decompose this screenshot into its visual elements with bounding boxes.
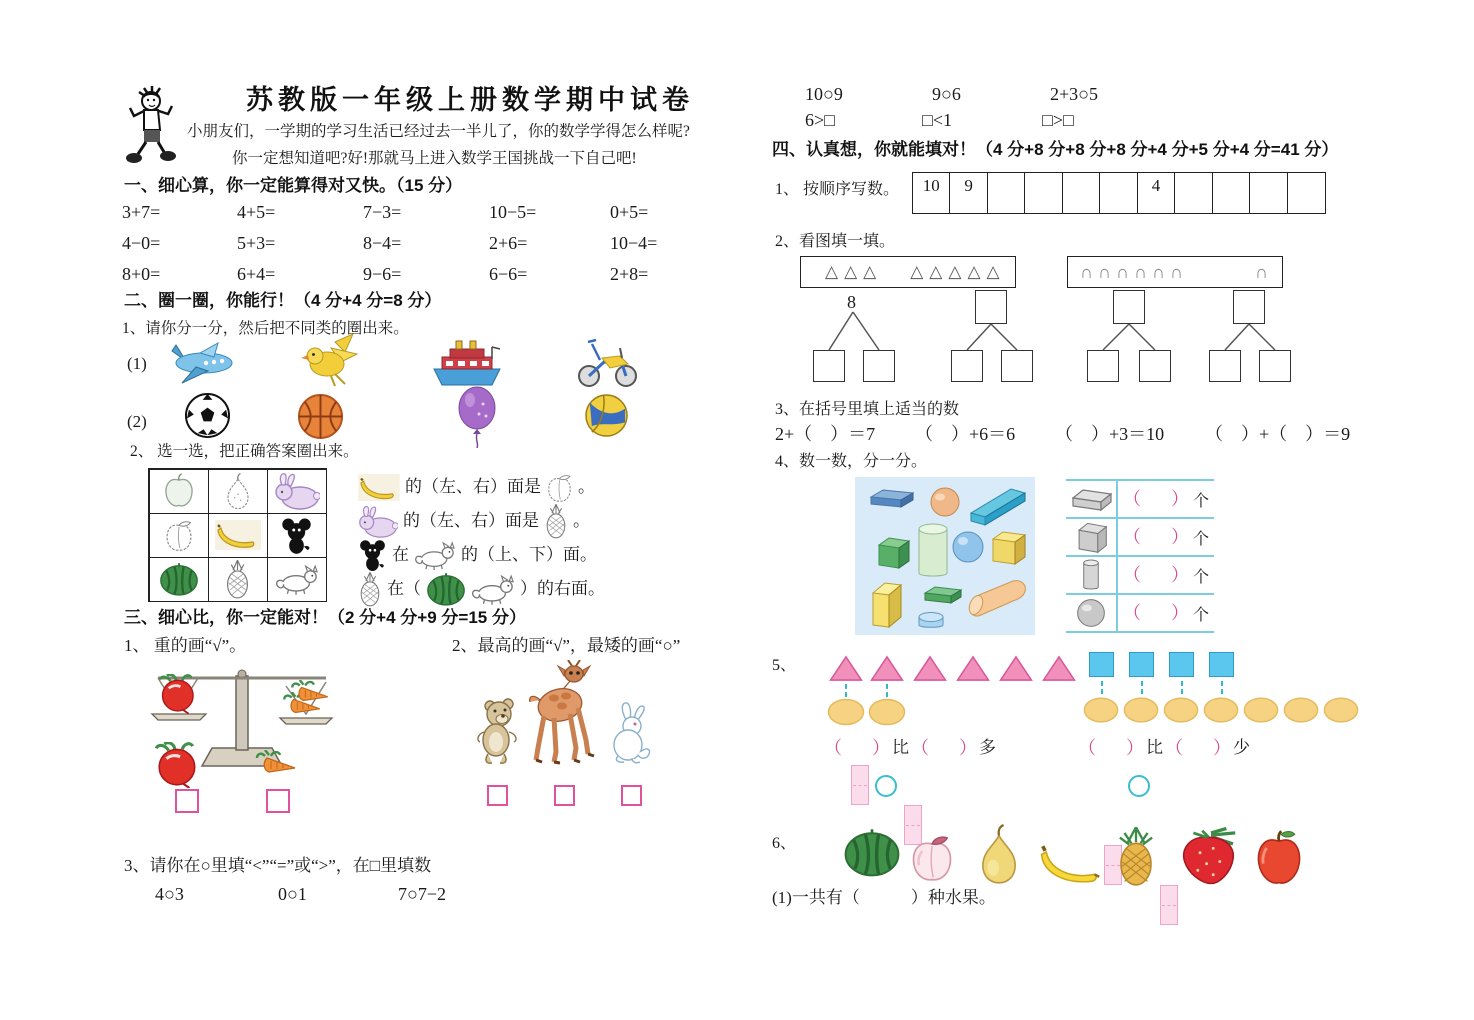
pineapple-sketch-icon [544,503,568,539]
strip-cell [1025,173,1062,213]
cuboid-icon [1069,486,1113,512]
calc-problem: 2+6= [489,233,528,253]
rabbit-sketch-icon [274,472,320,510]
arc-group-a: ∩∩∩∩∩∩ [1080,262,1188,282]
rt-eq-4: 6>□ [805,110,836,130]
deer-icon [524,660,598,765]
watermelon-icon [426,573,466,606]
bond-leaf-box [1259,350,1291,382]
match-line [1181,681,1183,694]
compare-word-bi: 比 [892,738,909,757]
grid-cell-banana [208,513,268,558]
compare-eq-1: 4○3 [155,884,184,904]
triangles-box [800,256,1016,288]
calc-problem: 5+3= [237,233,276,253]
banana-icon [358,474,400,501]
yellow-circle [1243,696,1279,724]
bond-leaf-box [863,350,895,382]
banana-icon [1038,845,1104,885]
match-line [1141,681,1143,694]
compare-eq-2: 0○1 [278,884,307,904]
sentence-3-text-a: 在 [392,545,409,564]
section3-sub2: 2、最高的画“√”，最矮的画“○” [452,636,681,655]
banana-icon [215,520,261,550]
number-bond-area [795,250,1295,392]
compare-circle [1128,775,1150,797]
compare-word-less: 少 [1233,738,1250,757]
soccer-icon [184,392,231,439]
bond-leaf-box [813,350,845,382]
white-rabbit-icon [608,702,654,764]
paren-close: ） [1170,527,1189,547]
boy-icon [120,86,182,168]
yellow-circle [1323,696,1359,724]
paren-open: （ [911,738,929,758]
q3-eq-4: （ ）+（ ）＝9 [1205,424,1351,444]
watermelon-icon [843,828,901,878]
peach-sketch-icon [164,518,194,552]
strawberry-icon [1178,826,1244,886]
calc-problem: 4+5= [237,202,276,222]
triangle-group-b: △△△△△ [910,262,1006,281]
paren-close: ） [1170,603,1189,623]
calc-problem: 6+4= [237,264,276,284]
motorcycle-icon [576,334,640,388]
rt-eq-5: □<1 [922,110,953,130]
compare-word-more: 多 [979,738,996,757]
unit-label: 个 [1192,606,1209,624]
mouse-icon [280,517,313,554]
yellow-circle [1203,696,1239,724]
unit-label: 个 [1192,568,1209,586]
bond-leaf-box [1087,350,1119,382]
answer-box-deer [554,785,575,806]
blue-square [1089,652,1114,677]
carrot-icon [255,750,297,780]
fox-icon [471,574,515,605]
bird-icon [301,332,361,388]
strip-cell [1213,173,1250,213]
q1-label: 1、 按顺序写数。 [775,181,900,198]
bond-root-box [1113,290,1145,324]
section4-heading: 四、认真想，你就能填对！（4 分+8 分+8 分+8 分+4 分+5 分+4 分=41 分） [772,140,1339,159]
paren-close: ） [1170,565,1189,585]
paren-open: （ [1078,738,1096,758]
q5-label: 5、 [772,657,797,674]
apple-icon [1252,830,1306,886]
bond-sum-8: 8 [847,292,856,312]
pineapple-icon [1114,826,1158,886]
watermelon-icon [159,563,199,596]
intro-line-1: 小朋友们，一学期的学习生活已经过去一半儿了，你的数学学得怎么样呢? [187,123,690,140]
sentence-2-period: 。 [573,511,590,530]
calc-problem: 10−5= [489,202,537,222]
paren-open: （ [1165,738,1183,758]
bond-root-box [975,290,1007,324]
answer-box-carrot [266,789,290,813]
count-row-cylinder [1066,557,1214,595]
calc-problem: 4−0= [122,233,161,253]
strip-cell [1175,173,1212,213]
blue-square [1129,652,1154,677]
bond-leaf-box [1139,350,1171,382]
ship-icon [430,335,504,387]
strip-cell [1288,173,1325,213]
grid-cell-pear [208,469,268,514]
calc-problem: 2+8= [610,264,649,284]
sentence-4-text-b: ）的右面。 [520,579,605,598]
calc-problem: 10−4= [610,233,658,253]
rt-eq-3: 2+3○5 [1050,84,1099,104]
strip-cell [1100,173,1137,213]
mouse-icon [358,539,387,571]
pink-triangle [1041,655,1077,682]
count-row-cuboid [1066,481,1214,519]
paren-open: （ [1122,565,1141,585]
calc-problem: 7−3= [363,202,402,222]
paren-open: （ [1122,527,1141,547]
triangle-group-a: △△△ [825,262,883,281]
grid-cell-peach [149,513,209,558]
pink-triangle [828,655,864,682]
paren-open: （ [1122,489,1141,509]
sentence-2-text: 的（左、右）面是 [403,511,539,530]
section3-sub1: 1、 重的画“√”。 [124,636,247,655]
grid-cell-watermelon [149,557,209,602]
sentence-1-period: 。 [578,477,595,496]
peach-sketch-icon [546,472,573,503]
sentence-4 [358,572,605,606]
cylinder-icon [1081,558,1101,592]
answer-box-rabbit [621,785,642,806]
section2-item1-text: 1、请你分一分，然后把不同类的圈出来。 [122,320,409,337]
bond-root-box [1233,290,1265,324]
pink-triangle [869,655,905,682]
rt-eq-6: □>□ [1042,110,1074,130]
strip-cell [988,173,1025,213]
compare-more-caption [824,731,996,765]
bear-icon [474,694,522,766]
q6-caption: (1)一共有（ ）种水果。 [772,888,996,907]
sentence-1 [358,470,595,504]
yellow-circle [1163,696,1199,724]
yellow-circle [827,698,865,726]
peach-icon [908,832,956,882]
answer-box-radish [175,789,199,813]
yellow-circle [1123,696,1159,724]
arcs-box [1067,256,1283,288]
number-sequence-strip [912,172,1326,214]
pink-triangle [998,655,1034,682]
section2-item2-text: 2、 选一选，把正确答案圈出来。 [130,443,359,460]
q3-eq-1: 2+（ ）＝7 [775,424,876,444]
sentence-3 [358,538,597,572]
count-row-sphere [1066,595,1214,633]
intro-line-2: 你一定想知道吧?好!那就马上进入数学王国挑战一下自己吧! [232,150,637,167]
fox-icon [414,541,456,570]
blue-square [1169,652,1194,677]
calc-problem: 3+7= [122,202,161,222]
grid-cell-apple [149,469,209,514]
page-title: 苏教版一年级上册数学期中试卷 [246,85,694,115]
unit-label: 个 [1192,530,1209,548]
pink-triangle [955,655,991,682]
paren-close: ） [872,738,890,758]
match-line [1221,681,1223,694]
pineapple-sketch-icon [224,559,251,599]
section3-heading: 三、细心比，你一定能对！（2 分+4 分+9 分=15 分） [124,608,526,627]
yellow-circle [1083,696,1119,724]
compare-circle [875,775,897,797]
row1-label: (1) [127,354,147,373]
apple-sketch-icon [161,473,197,509]
compare-eq-3: 7○7−2 [398,884,447,904]
sentence-2 [358,504,590,538]
q4-label: 4、数一数，分一分。 [775,453,928,470]
pear-icon [974,824,1024,884]
blue-square [1209,652,1234,677]
answer-box-bear [487,785,508,806]
volleyball-icon [584,393,629,438]
section3-item3-text: 3、请你在○里填“<”“=”或“>”，在□里填数 [124,856,432,875]
fill-box [851,765,869,805]
shapes-box [855,477,1035,635]
q3-eq-3: （ ）+3＝10 [1055,424,1165,444]
unit-label: 个 [1192,492,1209,510]
calc-problem: 8+0= [122,264,161,284]
paren-close: ） [1170,489,1189,509]
cube-icon [1074,520,1108,554]
paren-open: （ [824,738,842,758]
calc-grid [122,200,702,286]
q3-eq-2: （ ）+6＝6 [915,424,1016,444]
strip-cell: 10 [913,173,950,213]
q6-label: 6、 [772,835,797,852]
pear-sketch-icon [223,472,253,510]
rabbit-sketch-icon [358,505,398,538]
count-table [1066,479,1214,633]
paren-open: （ [1122,603,1141,623]
fox-icon [275,564,319,595]
bond-leaf-box [1001,350,1033,382]
q2-label: 2、看图填一填。 [775,233,896,250]
radish-icon [154,742,202,788]
section2-heading: 二、圈一圈，你能行！（4 分+4 分=8 分） [124,291,442,310]
calc-problem: 9−6= [363,264,402,284]
pink-triangle [912,655,948,682]
strip-cell: 4 [1138,173,1175,213]
position-grid [148,468,327,602]
calc-problem: 8−4= [363,233,402,253]
strip-cell [1063,173,1100,213]
airplane-icon [166,337,236,387]
balloon-icon [455,386,499,448]
count-row-cube [1066,519,1214,557]
grid-cell-mouse [267,513,327,558]
calc-problem: 0+5= [610,202,649,222]
sentence-3-text-b: 的（上、下）面。 [461,545,597,564]
section1-heading: 一、细心算，你一定能算得对又快。（15 分） [124,176,463,195]
fill-box [1160,885,1178,925]
paren-close: ） [1126,738,1144,758]
match-line [1101,681,1103,694]
basketball-icon [297,393,344,440]
sentence-1-text: 的（左、右）面是 [405,477,541,496]
paren-close: ） [959,738,977,758]
bond-leaf-box [951,350,983,382]
yellow-circle [868,698,906,726]
bond-leaf-box [1209,350,1241,382]
rt-eq-1: 10○9 [805,84,843,104]
strip-cell: 9 [950,173,987,213]
strip-cell [1250,173,1287,213]
q3-label: 3、在括号里填上适当的数 [775,401,960,418]
paren-close: ） [1213,738,1231,758]
sentence-4-text-a: 在（ [387,579,421,598]
match-line [845,684,847,697]
compare-word-bi: 比 [1146,738,1163,757]
sphere-icon [1076,598,1106,628]
row2-label: (2) [127,412,147,431]
yellow-circle [1283,696,1319,724]
match-line [886,684,888,697]
pineapple-sketch-icon [358,571,382,607]
calc-problem: 6−6= [489,264,528,284]
compare-less-caption [1078,731,1250,765]
grid-cell-pineapple [208,557,268,602]
arc-group-b: ∩ [1255,262,1268,282]
rt-eq-2: 9○6 [932,84,961,104]
grid-cell-fox [267,557,327,602]
grid-cell-rabbit [267,469,327,514]
